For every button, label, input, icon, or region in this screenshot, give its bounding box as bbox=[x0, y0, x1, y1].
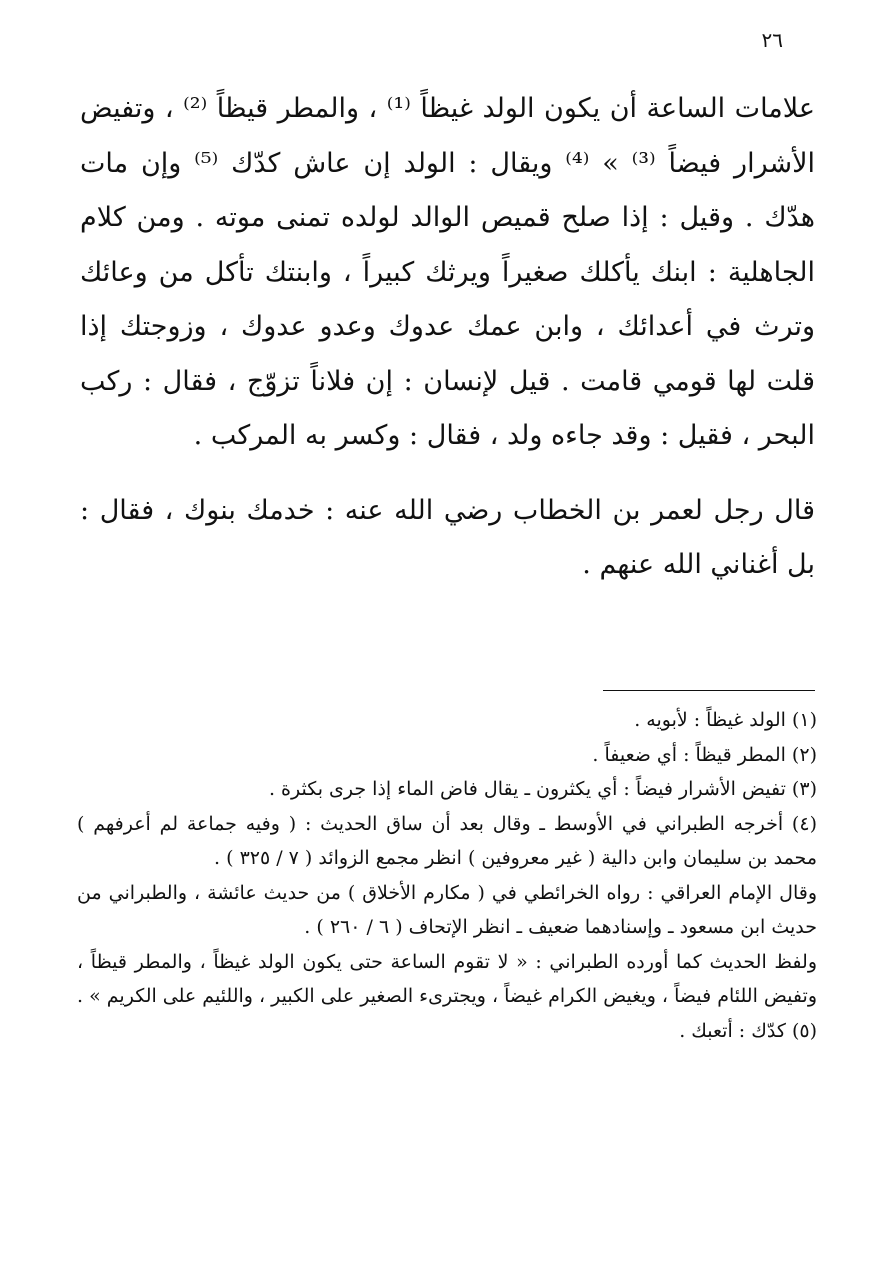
footnote-4: (٤) أخرجه الطبراني في الأوسط ـ وقال بعد أن ساق الحديث : ( وفيه جماعة لم أعرفهم ) محمد بن سليمان وابن دالية ( غير معروفين ) انظر مجمع الزوائد ( ٧ / ٣٢٥ ) . وقال الإمام العراقي : رواه الخرائطي في ( مكارم الأخلاق ) من حديث عائشة ، والطبراني من حديث ابن مسعود ـ وإسنادهما ضعيف ـ انظر الإتحاف ( ٦ / ٢٦٠ ) . ولفظ الحديث كما أورده الطبراني : « لا تقوم الساعة حتى يكون الولد غيظاً ، والمطر قيظاً ، وتفيض اللئام فيضاً ، ويغيض الكرام غيضاً ، ويجترىء الصغير على الكبير ، واللئيم على الكريم » . bbox=[77, 812, 817, 1007]
footnote-1: (١) الولد غيظاً : لأبويه . bbox=[634, 709, 817, 731]
main-text bbox=[80, 82, 815, 593]
footnotes bbox=[77, 703, 817, 1048]
body-paragraph-1: علامات الساعة أن يكون الولد غيظاً ⁽¹⁾ ، والمطر قيظاً ⁽²⁾ ، وتفيض الأشرار فيضاً ⁽³⁾ » ⁽⁴⁾ ويقال : الولد إن عاش كدّك ⁽⁵⁾ وإن مات هدّك . وقيل : إذا صلح قميص الوالد لولده تمنى موته . ومن كلام الجاهلية : ابنك يأكلك صغيراً ويرثك كبيراً ، وابنتك تأكل من وعائك وترث في أعدائك ، وابن عمك عدوك وعدو عدوك ، وزوجتك إذا قلت لها قومي قامت . قيل لإنسان : إن فلاناً تزوّج ، فقال : ركب البحر ، فقيل : وقد جاءه ولد ، فقال : وكسر به المركب . bbox=[80, 93, 815, 451]
body-paragraph-2: قال رجل لعمر بن الخطاب رضي الله عنه : خدمك بنوك ، فقال : بل أغناني الله عنهم . bbox=[80, 494, 815, 580]
page-number: ٢٦ bbox=[761, 28, 783, 52]
footnote-5: (٥) كدّك : أتعبك . bbox=[679, 1019, 817, 1042]
footnote-separator bbox=[603, 690, 815, 691]
footnote-3: (٣) تفيض الأشرار فيضاً : أي يكثرون ـ يقال فاض الماء إذا جرى بكثرة . bbox=[268, 778, 817, 800]
footnote-2: (٢) المطر قيظاً : أي ضعيفاً . bbox=[592, 743, 817, 766]
